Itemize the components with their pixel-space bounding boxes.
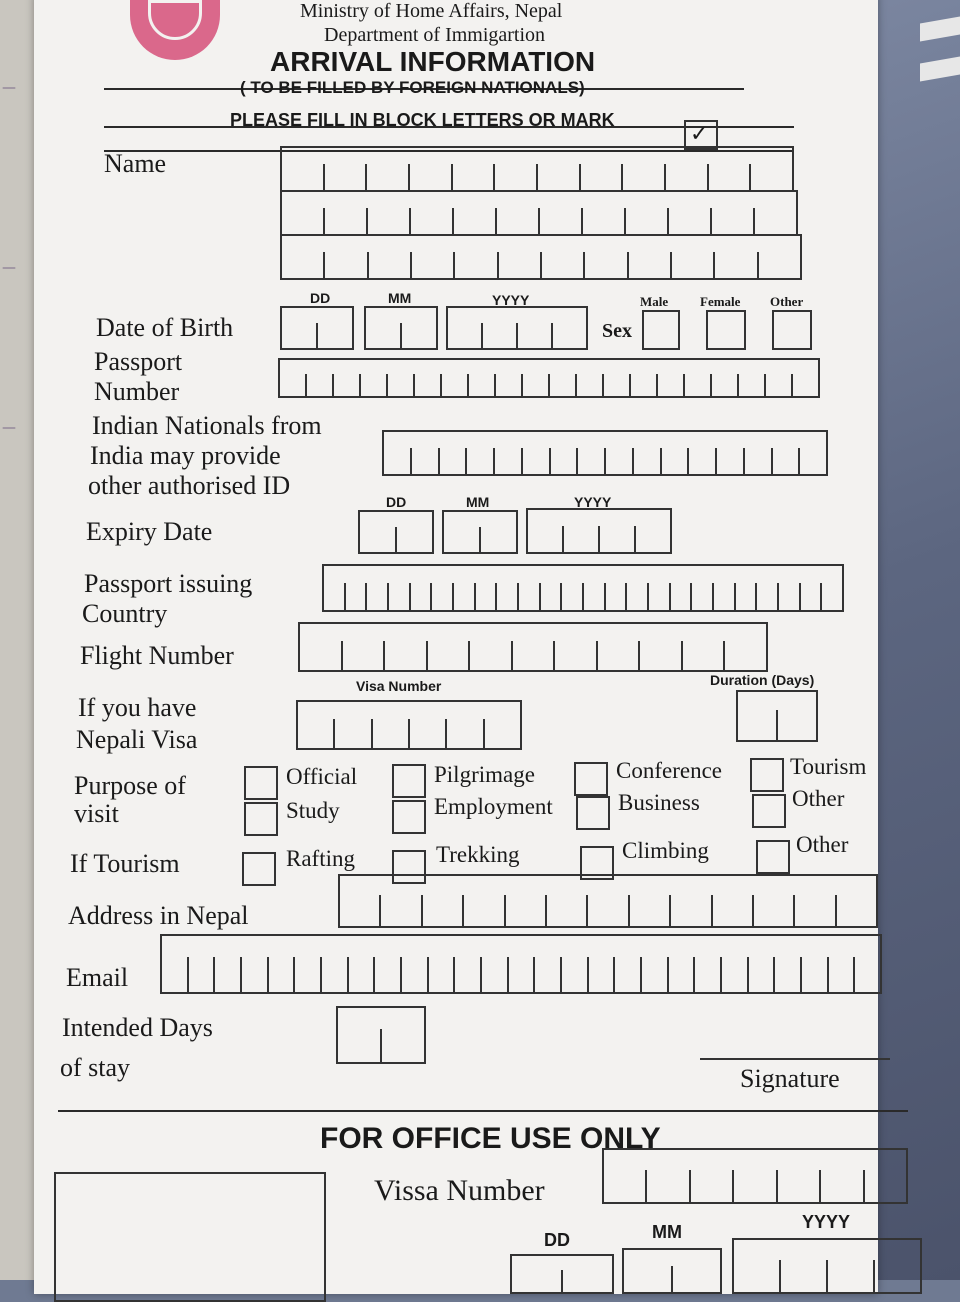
purpose-study-checkbox[interactable]: [244, 802, 278, 836]
purpose-pilgrimage-label: Pilgrimage: [434, 762, 535, 787]
expiry-dd-caption: DD: [386, 494, 407, 510]
visa-number-input[interactable]: [296, 700, 522, 750]
name-input-row-3[interactable]: [280, 234, 802, 280]
intended-days-label-line2: of stay: [60, 1053, 131, 1082]
office-visa-number-input[interactable]: [602, 1148, 908, 1204]
tourism-climbing-label: Climbing: [622, 838, 709, 863]
office-mm-caption: MM: [652, 1222, 682, 1242]
purpose-tourism-checkbox[interactable]: [750, 758, 784, 792]
purpose-other-checkbox[interactable]: [752, 794, 786, 828]
expiry-month-input[interactable]: [442, 510, 518, 554]
sex-male-checkbox[interactable]: [642, 310, 680, 350]
dob-yyyy-caption: YYYY: [492, 292, 530, 308]
name-label: Name: [104, 149, 167, 178]
indian-id-input[interactable]: [382, 430, 828, 476]
office-day-input[interactable]: [510, 1254, 614, 1294]
tourism-rafting-checkbox[interactable]: [242, 852, 276, 886]
arrival-form: [34, 0, 878, 1294]
expiry-label: Expiry Date: [86, 517, 213, 546]
expiry-mm-caption: MM: [466, 494, 490, 510]
issuing-country-input[interactable]: [322, 564, 844, 612]
indian-id-label-line2: India may provide: [90, 441, 281, 470]
flight-number-input[interactable]: [298, 622, 768, 672]
issuing-country-label-line1: Passport issuing: [84, 569, 253, 598]
purpose-business-checkbox[interactable]: [576, 796, 610, 830]
sex-male-caption: Male: [640, 294, 669, 309]
flight-number-label: Flight Number: [80, 641, 234, 670]
purpose-employment-label: Employment: [434, 794, 553, 819]
dob-day-input[interactable]: [280, 306, 354, 350]
purpose-conference-checkbox[interactable]: [574, 762, 608, 796]
department-name: Department of Immigartion: [324, 24, 546, 46]
purpose-pilgrimage-checkbox[interactable]: [392, 764, 426, 798]
dob-mm-caption: MM: [388, 290, 412, 306]
emblem-seal-icon: [130, 0, 220, 60]
passport-number-input[interactable]: [278, 358, 820, 398]
intended-days-input[interactable]: [336, 1006, 426, 1064]
sex-label: Sex: [602, 320, 632, 342]
purpose-label-line2: visit: [74, 799, 119, 828]
nepali-visa-label-line1: If you have: [78, 693, 197, 722]
signature-line[interactable]: [700, 1058, 890, 1060]
ministry-name: Ministry of Home Affairs, Nepal: [300, 0, 563, 22]
office-year-input[interactable]: [732, 1238, 922, 1294]
passport-label-line1: Passport: [94, 347, 183, 376]
address-input[interactable]: [338, 874, 878, 928]
name-input-row-2[interactable]: [280, 190, 798, 236]
office-stamp-box: [54, 1172, 326, 1302]
sex-other-checkbox[interactable]: [772, 310, 812, 350]
expiry-yyyy-caption: YYYY: [574, 494, 612, 510]
visa-number-caption: Visa Number: [356, 678, 442, 694]
tourism-other-label: Other: [796, 832, 849, 857]
sex-female-checkbox[interactable]: [706, 310, 746, 350]
signature-label: Signature: [740, 1064, 840, 1093]
nepali-visa-label-line2: Nepali Visa: [76, 725, 198, 754]
form-instruction: PLEASE FILL IN BLOCK LETTERS OR MARK: [230, 110, 615, 130]
tourism-other-checkbox[interactable]: [756, 840, 790, 874]
purpose-other-label: Other: [792, 786, 845, 811]
background-scrap-mark: —: [2, 420, 16, 436]
tourism-trekking-label: Trekking: [436, 842, 520, 867]
issuing-country-label-line2: Country: [82, 599, 168, 628]
office-visa-number-label: Vissa Number: [374, 1174, 545, 1207]
address-label: Address in Nepal: [68, 901, 249, 930]
dob-year-input[interactable]: [446, 306, 588, 350]
name-input-row-1[interactable]: [280, 146, 794, 192]
visa-duration-input[interactable]: [736, 690, 818, 742]
email-label: Email: [66, 963, 129, 992]
office-month-input[interactable]: [622, 1248, 722, 1294]
office-dd-caption: DD: [544, 1230, 570, 1250]
purpose-tourism-label: Tourism: [790, 754, 867, 779]
office-use-title: FOR OFFICE USE ONLY: [320, 1122, 661, 1155]
expiry-day-input[interactable]: [358, 510, 434, 554]
sex-other-caption: Other: [770, 294, 804, 309]
form-title: ARRIVAL INFORMATION: [270, 46, 596, 77]
check-mark-icon: ✓: [690, 122, 709, 147]
expiry-year-input[interactable]: [526, 508, 672, 554]
tourism-activity-label: If Tourism: [70, 849, 180, 878]
dob-label: Date of Birth: [96, 313, 234, 342]
visa-duration-caption: Duration (Days): [710, 672, 815, 688]
background-scrap-mark: —: [2, 80, 16, 96]
indian-id-label-line1: Indian Nationals from: [92, 411, 322, 440]
form-subtitle: ( TO BE FILLED BY FOREIGN NATIONALS): [240, 78, 585, 97]
purpose-label-line1: Purpose of: [74, 771, 186, 800]
purpose-employment-checkbox[interactable]: [392, 800, 426, 834]
indian-id-label-line3: other authorised ID: [88, 471, 291, 500]
office-yyyy-caption: YYYY: [802, 1212, 851, 1232]
email-input[interactable]: [160, 934, 882, 994]
tourism-rafting-label: Rafting: [286, 846, 355, 871]
dob-dd-caption: DD: [310, 290, 331, 306]
background-scrap-mark: —: [2, 260, 16, 276]
purpose-official-label: Official: [286, 764, 358, 789]
dob-month-input[interactable]: [364, 306, 438, 350]
intended-days-label-line1: Intended Days: [62, 1013, 213, 1042]
passport-label-line2: Number: [94, 377, 180, 406]
purpose-business-label: Business: [618, 790, 700, 815]
purpose-conference-label: Conference: [616, 758, 722, 783]
purpose-official-checkbox[interactable]: [244, 766, 278, 800]
sex-female-caption: Female: [700, 294, 741, 309]
purpose-study-label: Study: [286, 798, 340, 823]
